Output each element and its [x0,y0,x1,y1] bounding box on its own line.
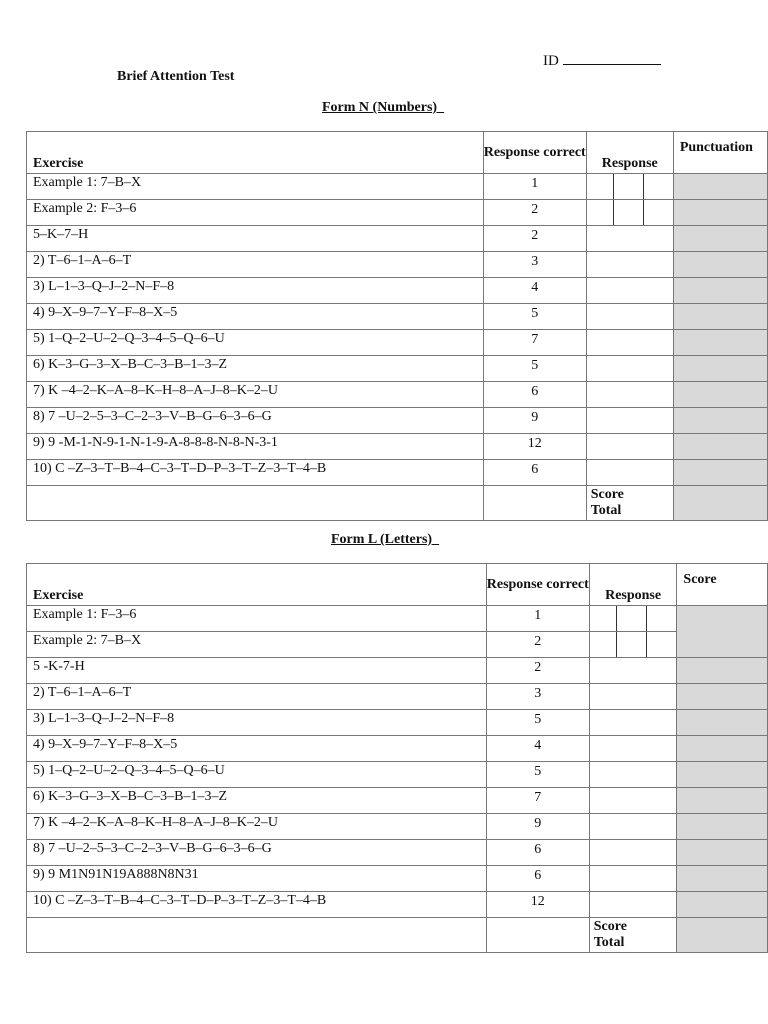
response-cell[interactable] [586,278,673,304]
table-row [27,762,768,788]
table-row [27,866,768,892]
exercise-cell: Example 2: 7–B–X [27,632,487,658]
correct-count-cell: 2 [483,226,586,252]
exercise-header: Exercise [27,132,484,174]
punctuation-cell[interactable] [673,278,767,304]
response-box[interactable] [614,200,644,225]
table-row [27,408,768,434]
response-box[interactable] [647,632,676,657]
exercise-cell: 8) 7 –U–2–5–3–C–2–3–V–B–G–6–3–6–G [27,408,484,434]
response-cell[interactable] [589,684,677,710]
form-l-body [27,564,768,953]
table-row [27,382,768,408]
table-row [27,814,768,840]
spacer-cell [483,486,586,521]
correct-count-cell: 5 [486,710,589,736]
score-total-value[interactable] [673,486,767,521]
table-row [27,460,768,486]
correct-count-cell: 5 [483,304,586,330]
table-row [27,200,768,226]
exercise-cell: 5) 1–Q–2–U–2–Q–3–4–5–Q–6–U [27,762,487,788]
response-box[interactable] [617,606,647,631]
spacer-cell [27,486,484,521]
table-row [27,434,768,460]
score-cell[interactable] [677,788,768,814]
score-header: Score [677,564,768,606]
header-row [27,564,768,606]
exercise-cell: 5 -K-7-H [27,658,487,684]
document-title: Brief Attention Test [117,69,235,84]
correct-count-cell: 7 [483,330,586,356]
correct-count-cell: 3 [483,252,586,278]
response-cell[interactable] [589,814,677,840]
exercise-cell: 3) L–1–3–Q–J–2–N–F–8 [27,278,484,304]
punctuation-cell[interactable] [673,434,767,460]
response-cell[interactable] [589,710,677,736]
total-label: Total [593,935,625,950]
punctuation-cell[interactable] [673,460,767,486]
response-box[interactable] [647,606,676,631]
exercise-cell: 6) K–3–G–3–X–B–C–3–B–1–3–Z [27,356,484,382]
id-field[interactable] [543,50,661,70]
correct-count-cell: 7 [486,788,589,814]
correct-count-cell: 6 [486,866,589,892]
exercise-cell: 7) K –4–2–K–A–8–K–H–8–A–J–8–K–2–U [27,382,484,408]
correct-count-cell: 2 [483,200,586,226]
exercise-cell: 9) 9 -M-1-N-9-1-N-1-9-A-8-8-8-N-8-N-3-1 [27,434,484,460]
score-cell[interactable] [677,762,768,788]
exercise-cell: 10) C –Z–3–T–B–4–C–3–T–D–P–3–T–Z–3–T–4–B [27,892,487,918]
response-correct-header: Response correct [486,564,589,606]
example-response-boxes[interactable] [587,200,673,225]
table-row [27,632,768,658]
correct-count-cell: 2 [486,632,589,658]
punctuation-cell[interactable] [673,200,767,226]
score-total-label [589,918,677,953]
response-box[interactable] [587,200,614,225]
exercise-cell: 7) K –4–2–K–A–8–K–H–8–A–J–8–K–2–U [27,814,487,840]
exercise-cell: 10) C –Z–3–T–B–4–C–3–T–D–P–3–T–Z–3–T–4–B [27,460,484,486]
response-cell[interactable] [589,632,677,658]
score-cell[interactable] [677,710,768,736]
response-cell[interactable] [589,892,677,918]
table-row [27,278,768,304]
score-cell[interactable] [677,658,768,684]
response-box[interactable] [617,632,647,657]
response-cell[interactable] [586,330,673,356]
table-row [27,606,768,632]
exercise-cell: 5) 1–Q–2–U–2–Q–3–4–5–Q–6–U [27,330,484,356]
table-row [27,710,768,736]
score-label: Score [593,919,627,934]
form-l-title: Form L (Letters) [331,532,440,547]
table-row [27,658,768,684]
example-response-boxes[interactable] [587,174,673,199]
response-header: Response [586,132,673,174]
score-total-value[interactable] [677,918,768,953]
score-cell[interactable] [677,684,768,710]
table-row [27,684,768,710]
table-row [27,356,768,382]
correct-count-cell: 6 [483,382,586,408]
response-cell[interactable] [586,408,673,434]
score-cell[interactable] [677,840,768,866]
total-label: Total [590,503,622,518]
spacer-cell [486,918,589,953]
punctuation-cell[interactable] [673,330,767,356]
exercise-cell: 5–K–7–H [27,226,484,252]
punctuation-cell[interactable] [673,408,767,434]
table-row [27,252,768,278]
table-row [27,304,768,330]
exercise-cell: 6) K–3–G–3–X–B–C–3–B–1–3–Z [27,788,487,814]
response-cell[interactable] [586,226,673,252]
response-cell[interactable] [586,460,673,486]
table-row [27,226,768,252]
correct-count-cell: 12 [486,892,589,918]
response-cell[interactable] [586,304,673,330]
response-cell[interactable] [589,606,677,632]
correct-count-cell: 2 [486,658,589,684]
correct-count-cell: 4 [486,736,589,762]
exercise-cell: Example 1: F–3–6 [27,606,487,632]
response-box[interactable] [587,174,614,199]
form-n-title: Form N (Numbers) [322,100,445,115]
response-cell[interactable] [586,252,673,278]
correct-count-cell: 1 [483,174,586,200]
correct-count-cell: 6 [486,840,589,866]
response-box[interactable] [590,632,617,657]
spacer-cell [27,918,487,953]
score-total-label [586,486,673,521]
example-response-boxes[interactable] [590,606,677,631]
exercise-cell: 2) T–6–1–A–6–T [27,252,484,278]
score-total-row [27,918,768,953]
response-cell[interactable] [586,200,673,226]
correct-count-cell: 6 [483,460,586,486]
punctuation-header: Punctuation [673,132,767,174]
exercise-cell: 4) 9–X–9–7–Y–F–8–X–5 [27,304,484,330]
correct-count-cell: 1 [486,606,589,632]
score-cell[interactable] [677,892,768,918]
response-correct-header: Response correct [483,132,586,174]
exercise-cell: 2) T–6–1–A–6–T [27,684,487,710]
exercise-cell: Example 2: F–3–6 [27,200,484,226]
table-row [27,736,768,762]
punctuation-cell[interactable] [673,174,767,200]
exercise-cell: 8) 7 –U–2–5–3–C–2–3–V–B–G–6–3–6–G [27,840,487,866]
exercise-cell: 3) L–1–3–Q–J–2–N–F–8 [27,710,487,736]
score-cell-merged[interactable] [677,606,768,658]
response-cell[interactable] [589,762,677,788]
response-cell[interactable] [589,840,677,866]
table-row [27,840,768,866]
exercise-cell: Example 1: 7–B–X [27,174,484,200]
form-n-table [26,131,768,521]
correct-count-cell: 5 [483,356,586,382]
form-l-table [26,563,768,953]
score-cell[interactable] [677,866,768,892]
response-cell[interactable] [589,658,677,684]
response-cell[interactable] [589,736,677,762]
punctuation-cell[interactable] [673,226,767,252]
table-row [27,330,768,356]
score-cell[interactable] [677,736,768,762]
correct-count-cell: 12 [483,434,586,460]
correct-count-cell: 9 [486,814,589,840]
form-n-body [27,132,768,521]
header-row [27,132,768,174]
response-cell[interactable] [589,788,677,814]
exercise-cell: 9) 9 M1N91N19A888N8N31 [27,866,487,892]
punctuation-cell[interactable] [673,356,767,382]
response-cell[interactable] [586,434,673,460]
response-cell[interactable] [586,356,673,382]
response-box[interactable] [590,606,617,631]
response-box[interactable] [644,200,673,225]
punctuation-cell[interactable] [673,304,767,330]
punctuation-cell[interactable] [673,252,767,278]
correct-count-cell: 4 [483,278,586,304]
response-header: Response [589,564,677,606]
score-cell[interactable] [677,814,768,840]
response-box[interactable] [614,174,644,199]
score-label: Score [590,487,624,502]
response-cell[interactable] [586,382,673,408]
table-row [27,788,768,814]
correct-count-cell: 3 [486,684,589,710]
correct-count-cell: 9 [483,408,586,434]
example-response-boxes[interactable] [590,632,677,657]
punctuation-cell[interactable] [673,382,767,408]
correct-count-cell: 5 [486,762,589,788]
table-row [27,892,768,918]
exercise-cell: 4) 9–X–9–7–Y–F–8–X–5 [27,736,487,762]
score-total-row [27,486,768,521]
id-blank-line[interactable] [563,50,661,65]
response-cell[interactable] [586,174,673,200]
response-cell[interactable] [589,866,677,892]
exercise-header: Exercise [27,564,487,606]
id-label: ID [543,53,559,69]
response-box[interactable] [644,174,673,199]
table-row [27,174,768,200]
